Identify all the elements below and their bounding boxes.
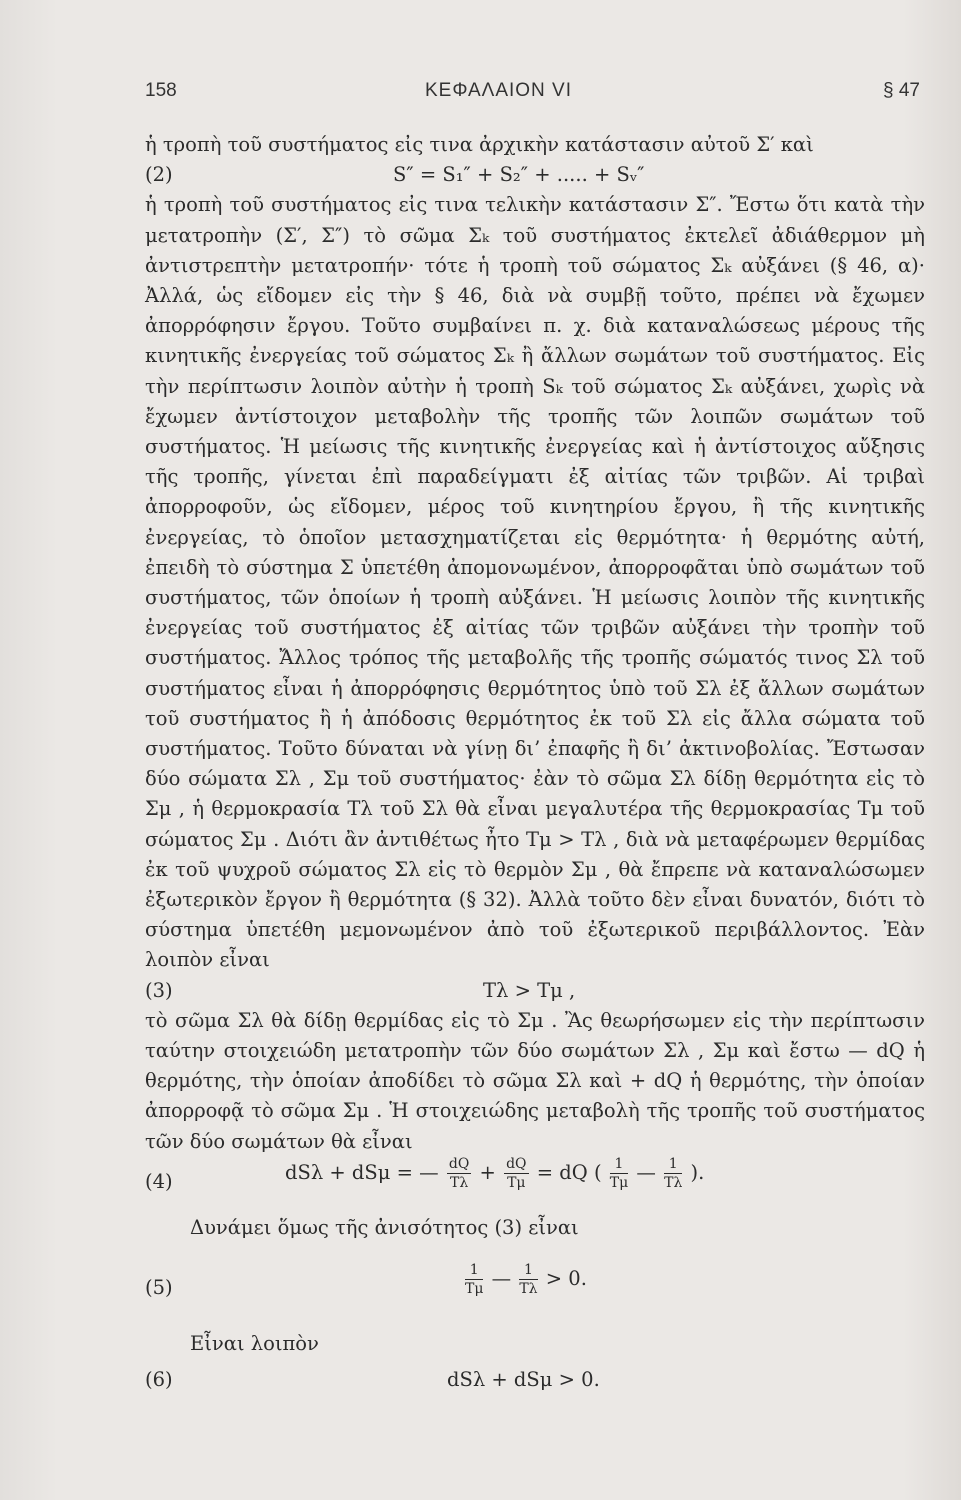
equation-2	[145, 160, 925, 190]
section-number: § 47	[883, 80, 920, 101]
fraction-numerator: 1	[664, 1157, 682, 1174]
page-number: 158	[145, 80, 177, 101]
fraction-numerator: 1	[610, 1157, 628, 1174]
equation-2-expression: S″ = S₁″ + S₂″ + ..... + Sᵥ″	[393, 163, 645, 187]
equation-5-rhs: > 0.	[545, 1267, 587, 1291]
running-header	[145, 80, 920, 110]
equation-4	[145, 1157, 925, 1209]
equation-6-expression: dSλ + dSμ > 0.	[447, 1368, 600, 1392]
paragraph-3: τὸ σῶμα Σλ θὰ δίδῃ θερμίδας εἰς τὸ Σμ . Ἂς θεωρήσωμεν εἰς τὴν περίπτωσιν ταύτην στοιχειώδη μετατροπὴν τῶν δύο σωμάτων Σλ , Σμ καὶ ἔστω — dQ ἡ θερμότης, τὴν ὁποίαν ἀποδίδει τὸ σῶμα Σλ καὶ + dQ ἡ θερμότης, τὴν ὁποίαν ἀπορροφᾷ τὸ σῶμα Σμ . Ἡ στοιχειώδης μεταβολὴ τῆς τροπῆς τοῦ συστήματος τῶν δύο σωμάτων θὰ εἶναι	[145, 1008, 925, 1153]
paragraph-4: Δυνάμει ὅμως τῆς ἀνισότητος (3) εἶναι	[190, 1215, 579, 1239]
equation-3-number: (3)	[145, 978, 173, 1002]
fraction-one-over-tl	[664, 1157, 682, 1190]
fraction-denominator: Τμ	[609, 1174, 629, 1191]
equation-6	[145, 1365, 925, 1395]
equation-5-expression	[463, 1263, 587, 1296]
equation-4-plus: +	[479, 1160, 496, 1184]
equation-5-minus: —	[491, 1267, 512, 1291]
fraction-numerator: 1	[519, 1263, 537, 1280]
fraction-denominator: Τλ	[519, 1281, 538, 1298]
equation-6-number: (6)	[145, 1368, 173, 1392]
paragraph-5: Εἶναι λοιπὸν	[190, 1332, 319, 1356]
equation-4-expression	[285, 1157, 704, 1190]
fraction-one-over-tm	[610, 1157, 628, 1190]
fraction-numerator: dQ	[506, 1155, 527, 1172]
equation-4-close: ).	[690, 1160, 705, 1184]
equation-4-minus: —	[636, 1160, 656, 1184]
fraction-dq-over-tl	[447, 1157, 471, 1190]
fraction-dq-over-tm	[504, 1157, 528, 1190]
fraction-denominator: Τλ	[664, 1174, 683, 1191]
paragraph-2: ἡ τροπὴ τοῦ συστήματος εἰς τινα τελικὴν κατάστασιν Σ″. Ἔστω ὅτι κατὰ τὴν μετατροπὴν (Σ′, Σ″) τὸ σῶμα Σₖ τοῦ συστήματος ἐκτελεῖ ἀδιάθερμον μὴ ἀντιστρεπτὴν μετατροπήν· τότε ἡ τροπὴ τοῦ σώματος Σₖ αὐξάνει (§ 46, α)· Ἀλλά, ὡς εἴδομεν εἰς τὴν § 46, διὰ νὰ συμβῇ τοῦτο, πρέπει νὰ ἔχωμεν ἀπορρόφησιν ἔργου. Τοῦτο συμβαίνει π. χ. διὰ καταναλώσεως μέρους τῆς κινητικῆς ἐνεργείας τοῦ σώματος Σₖ ἢ ἄλλων σωμάτων τοῦ συστήματος. Εἰς τὴν περίπτωσιν λοιπὸν αὐτὴν ἡ τροπὴ Sₖ τοῦ σώματος Σₖ αὐξάνει, χωρὶς νὰ ἔχωμεν ἀντίστοιχον μεταβολὴν τῆς τροπῆς τῶν λοιπῶν σωμάτων τοῦ συστήματος. Ἡ μείωσις τῆς κινητικῆς ἐνεργείας καὶ ἡ ἀντίστοιχος αὔξησις τῆς τροπῆς, γίνεται ἐπὶ παραδείγματι ἐξ αἰτίας τῶν τριβῶν. Αἱ τριβαὶ ἀπορροφοῦν, ὡς εἴδομεν, μέρος τοῦ κινητηρίου ἔργου, ἢ τῆς κινητικῆς ἐνεργείας, τὸ ὁποῖον μετασχηματίζεται εἰς θερμότητα· ἡ θερμότης αὐτή, ἐπειδὴ τὸ σύστημα Σ ὑπετέθη ἀπομονωμένον, ἀπορροφᾶται ὑπὸ σωμάτων τοῦ συστήματος, τῶν ὁποίων ἡ τροπὴ αὐξάνει. Ἡ μείωσις λοιπὸν τῆς κινητικῆς ἐνεργείας τοῦ συστήματος ἐξ αἰτίας τῶν τριβῶν αὐξάνει τὴν τροπὴν τοῦ συστήματος. Ἄλλος τρόπος τῆς μεταβολῆς τῆς τροπῆς σώματός τινος Σλ τοῦ συστήματος εἶναι ἡ ἀπορρόφησις θερμότητος ὑπὸ τοῦ Σλ ἐξ ἄλλων σωμάτων τοῦ συστήματος ἢ ἡ ἀπόδοσις θερμότητος ἐκ τοῦ Σλ εἰς ἄλλα σώματα τοῦ συστήματος. Τοῦτο δύναται νὰ γίνῃ δι’ ἐπαφῆς ἢ δι’ ἀκτινοβολίας. Ἔστωσαν δύο σώματα Σλ , Σμ τοῦ συστήματος· ἐὰν τὸ σῶμα Σλ δίδῃ θερμότητα εἰς τὸ Σμ , ἡ θερμοκρασία Τλ τοῦ Σλ θὰ εἶναι μεγαλυτέρα τῆς θερμοκρασίας Τμ τοῦ σώματος Σμ . Διότι ἂν ἀντιθέτως ἦτο Τμ > Τλ , διὰ νὰ μεταφέρωμεν θερμίδας ἐκ τοῦ ψυχροῦ σώματος Σλ εἰς τὸ θερμὸν Σμ , θὰ ἔπρεπε νὰ καταναλώσωμεν ἐξωτερικὸν ἔργον ἢ θερμότητα (§ 32). Ἀλλὰ τοῦτο δὲν εἶναι δυνατόν, διότι τὸ σύστημα ὑπετέθη μεμονωμένον ἀπὸ τοῦ ἐξωτερικοῦ περιβάλλοντος. Ἐὰν λοιπὸν εἶναι	[145, 193, 925, 972]
equation-4-number: (4)	[145, 1169, 173, 1193]
chapter-title: ΚΕΦΑΛΑΙΟΝ VI	[425, 80, 573, 101]
fraction-numerator: dQ	[448, 1155, 470, 1172]
fraction-one-over-tm	[465, 1263, 483, 1296]
paragraph-1: ἡ τροπὴ τοῦ συστήματος εἰς τινα ἀρχικὴν κατάστασιν αὐτοῦ Σ′ καὶ	[145, 133, 814, 156]
page-body	[145, 130, 925, 1395]
equation-5-number: (5)	[145, 1276, 173, 1300]
equation-3	[145, 976, 925, 1006]
fraction-denominator: Τμ	[465, 1281, 484, 1298]
fraction-one-over-tl	[519, 1263, 537, 1296]
fraction-denominator: Τλ	[450, 1174, 469, 1191]
equation-2-number: (2)	[145, 163, 173, 187]
equation-3-expression: Τλ > Τμ ,	[483, 978, 576, 1002]
fraction-denominator: Τμ	[507, 1174, 526, 1191]
fraction-numerator: 1	[465, 1263, 483, 1280]
equation-4-equals: = dQ (	[536, 1160, 602, 1184]
equation-4-lhs: dSλ + dSμ = —	[285, 1160, 439, 1184]
equation-5	[145, 1263, 925, 1315]
